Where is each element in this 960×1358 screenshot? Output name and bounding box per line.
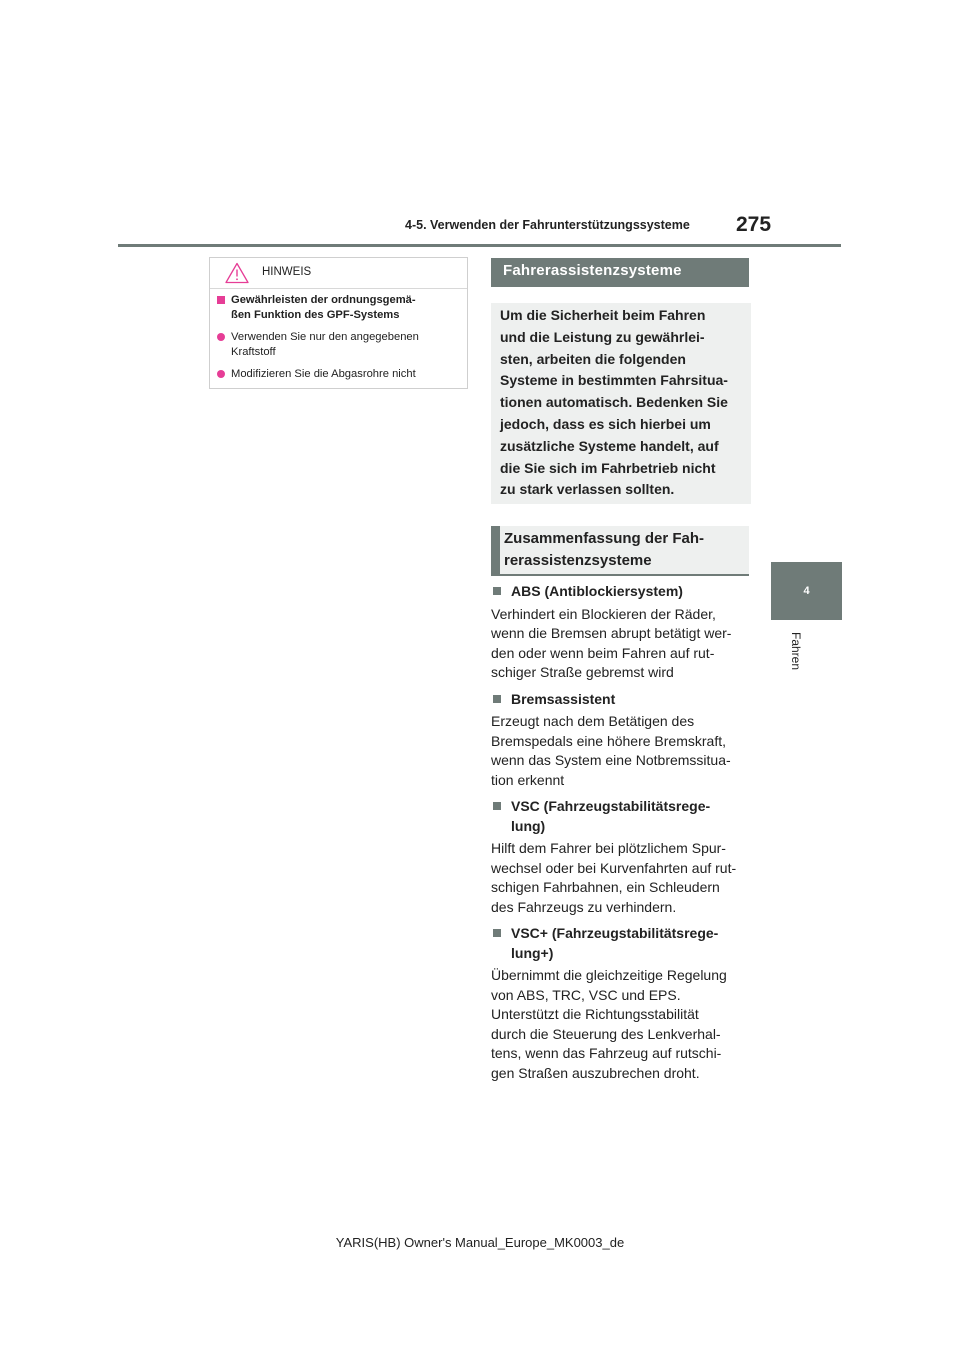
list-item	[491, 924, 753, 1083]
list-item	[491, 797, 753, 917]
intro-box	[491, 303, 751, 504]
section-heading-zusammenfassung	[491, 526, 749, 576]
intro-text: Um die Sicherheit beim Fahren und die Leistung zu gewährlei- sten, arbeiten die folgenden Systeme in bestimmten Fahrsitua- tionen automatisch. Bedenken Sie jedoch, dass es sich hierbei um zusätzliche Systeme handelt, auf die Sie sich im Fahrbetrieb nicht zu stark verlassen sollten.	[500, 307, 728, 498]
item-description: Übernimmt die gleichzeitige Regelung von ABS, TRC, VSC und EPS. Unterstützt die Richtungsstabilität durch die Steuerung des Lenkverhal- tens, wenn das Fahrzeug auf rutschi- gen Straßen auszubrechen droht.	[491, 967, 727, 1081]
notice-box	[209, 257, 468, 389]
section-heading-text: Zusammenfassung der Fah- rerassistenzsysteme	[504, 530, 705, 569]
notice-list-item	[217, 367, 457, 382]
square-bullet-icon	[493, 802, 501, 810]
item-description: Erzeugt nach dem Betätigen des Bremspedals eine höhere Bremskraft, wenn das System eine Notbremssitua- tion erkennt	[491, 713, 731, 788]
square-bullet-icon	[493, 695, 501, 703]
chapter-tab[interactable]	[771, 562, 842, 620]
page-footer: YARIS(HB) Owner's Manual_Europe_MK0003_de	[335, 1235, 625, 1250]
item-heading-text: Bremsassistent	[511, 690, 616, 707]
header-rule	[118, 244, 841, 247]
notice-list-item	[217, 330, 457, 360]
circle-bullet-icon	[217, 370, 225, 378]
list-item	[491, 690, 753, 791]
square-bullet-icon	[493, 587, 501, 595]
square-bullet-icon	[493, 929, 501, 937]
notice-heading-item	[217, 293, 457, 323]
warning-triangle-icon	[225, 262, 249, 284]
item-heading-text: ABS (Antiblockiersystem)	[511, 583, 683, 599]
item-heading	[491, 797, 753, 836]
notice-item-text: Verwenden Sie nur den angegebenen Kraftstoff	[231, 331, 419, 358]
item-heading-text: VSC (Fahrzeugstabilitätsrege- lung)	[511, 798, 711, 834]
item-heading	[491, 582, 753, 602]
section-title: 4-5. Verwenden der Fahrunterstützungssysteme	[405, 218, 690, 232]
list-item	[491, 582, 753, 683]
item-description: Hilft dem Fahrer bei plötzlichem Spur- wechsel oder bei Kurvenfahrten auf rut- schigen Fahrbahnen, ein Schleudern des Fahrzeugs zu verhindern.	[491, 840, 737, 915]
notice-heading: Gewährleisten der ordnungsgemä- ßen Funktion des GPF-Systems	[231, 294, 416, 321]
square-bullet-icon	[217, 296, 225, 304]
chapter-number: 4	[803, 585, 810, 597]
page-number: 275	[736, 213, 772, 236]
item-description: Verhindert ein Blockieren der Räder, wenn die Bremsen abrupt betätigt wer- den oder wenn beim Fahren auf rut- schiger Straße gebremst wird	[491, 605, 732, 680]
circle-bullet-icon	[217, 333, 225, 341]
notice-item-text: Modifizieren Sie die Abgasrohre nicht	[231, 368, 416, 380]
section-heading-fahrerassistenzsysteme: Fahrerassistenzsysteme	[491, 258, 749, 287]
item-heading-text: VSC+ (Fahrzeugstabilitätsrege- lung+)	[511, 925, 719, 961]
notice-body	[210, 289, 467, 382]
item-heading	[491, 690, 753, 710]
assist-systems-list	[491, 582, 753, 1090]
chapter-label: Fahren	[789, 632, 803, 671]
item-heading	[491, 924, 753, 963]
notice-title: HINWEIS	[262, 266, 312, 278]
notice-header	[210, 258, 467, 289]
